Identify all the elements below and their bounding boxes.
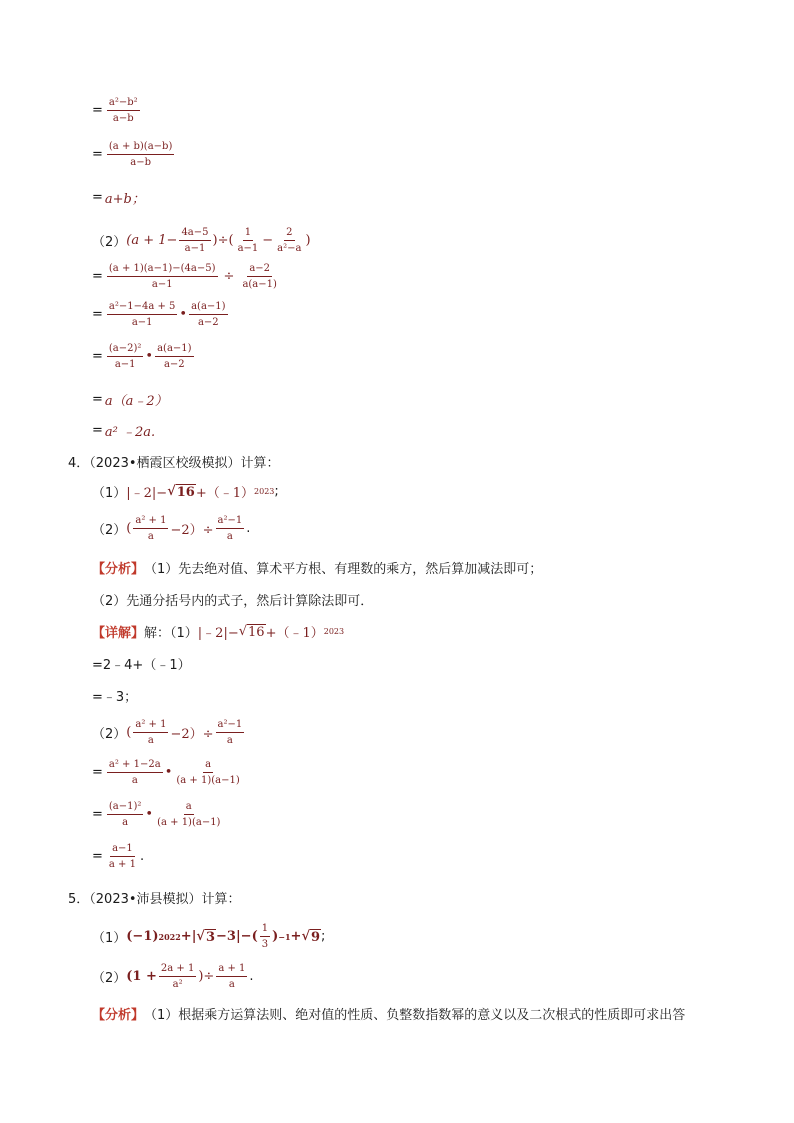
- fraction: $\frac{\text{(a−2)²}}{a-1}$: [108, 343, 142, 370]
- fraction: $\frac{\text{a² + 1}}{a}$: [135, 515, 167, 542]
- analysis-tag: 【分析】: [92, 562, 145, 577]
- fraction: $\frac{\text{a² + 1−2a}}{a}$: [108, 759, 161, 786]
- sqrt: √ 16: [238, 623, 265, 640]
- question-part-2: （2） ( $\frac{\text{a² + 1}}{a}$ −2）÷ $\frac{\text{a²−1}}{a}$ .: [92, 515, 251, 542]
- question-part-2: （2） (a + 1− $\frac{4a-5}{a-1}$ )÷( $\frac{1}{a-1}$ − $\frac{2}{\text{a²−a}}$ ): [92, 227, 311, 254]
- fraction: $\frac{\text{a²−1−4a + 5}}{a-1}$: [108, 301, 176, 328]
- fraction: $\frac{a(a-1)}{a-2}$: [191, 301, 226, 328]
- fraction: $\frac{1}{3}$: [261, 923, 269, 950]
- step-line: =﹣3；: [92, 690, 138, 705]
- step-line: = a+b；: [92, 190, 145, 207]
- step-line: = $\frac{\text{(a−2)²}}{a-1}$ • $\frac{a(a-1)}{a-2}$: [92, 343, 192, 370]
- step-line: = $\frac{a-1}{a + 1}$ .: [92, 843, 145, 870]
- fraction: $\frac{1}{a-1}$: [237, 227, 259, 254]
- fraction: $\frac{a + 1}{a}$: [218, 963, 246, 990]
- fraction: $\frac{\text{(a−1)²}}{a}$: [108, 801, 142, 828]
- step-line: = $\frac{\text{a²−b²}}{a-b}$: [92, 97, 138, 124]
- question-part-2: （2） (1 + $\frac{2a + 1}{\text{a²}}$ )÷ $\frac{a + 1}{a}$ .: [92, 963, 254, 990]
- question-part-1: （1） |﹣2|− √ 16 +（﹣1） 2023 ;: [92, 483, 279, 501]
- step-line: = a² ﹣2a.: [92, 423, 156, 440]
- analysis-line: （2）先通分括号内的式子，然后计算除法即可．: [92, 594, 374, 609]
- sqrt: √ 16: [167, 483, 195, 500]
- analysis-line: 【分析】 （1）先去绝对值、算术平方根、有理数的乘方，然后算加减法即可；: [92, 558, 542, 577]
- fraction: $\frac{2}{\text{a²−a}}$: [277, 227, 302, 254]
- step-line: = a（a﹣2）: [92, 392, 168, 409]
- fraction: $\frac{\text{a²−b²}}{a-b}$: [108, 97, 138, 124]
- fraction: $\frac{a(a-1)}{a-2}$: [157, 343, 192, 370]
- step-line: = $\frac{\text{a²−1−4a + 5}}{a-1}$ • $\frac{a(a-1)}{a-2}$: [92, 301, 226, 328]
- fraction: $\frac{\text{a² + 1}}{a}$: [135, 719, 167, 746]
- fraction: $\frac{\text{a²−1}}{a}$: [217, 719, 243, 746]
- fraction: $\frac{2a + 1}{\text{a²}}$: [160, 963, 195, 990]
- analysis-line: 【分析】 （1）根据乘方运算法则、绝对值的性质、负整数指数幂的意义以及二次根式的性质即可求出答: [92, 1004, 685, 1023]
- step-line: = $\frac{(a + 1)(a-1)-(4a-5)}{a-1}$ ÷ $\frac{a-2}{a(a-1)}$: [92, 263, 277, 290]
- detail-tag: 【详解】: [92, 626, 145, 641]
- fraction: $\frac{a-2}{a(a-1)}$: [242, 263, 277, 290]
- step-line: = $\frac{(a + b)(a-b)}{a-b}$: [92, 141, 173, 168]
- fraction: $\frac{(a + 1)(a-1)-(4a-5)}{a-1}$: [108, 263, 216, 290]
- step-line: =2﹣4+（﹣1）: [92, 658, 191, 673]
- question-title: 5．（2023•沛县模拟）计算：: [68, 892, 241, 907]
- fraction: $\frac{a}{(a + 1)(a-1)}$: [176, 759, 240, 786]
- fraction: $\frac{\text{a²−1}}{a}$: [217, 515, 243, 542]
- fraction: $\frac{(a + b)(a-b)}{a-b}$: [108, 141, 173, 168]
- detail-line: 【详解】 解：（1） |﹣2|− √ 16 +（﹣1） 2023: [92, 623, 345, 641]
- fraction: $\frac{a}{(a + 1)(a-1)}$: [157, 801, 221, 828]
- fraction: $\frac{4a-5}{a-1}$: [181, 227, 209, 254]
- fraction: $\frac{a-1}{a + 1}$: [108, 843, 136, 870]
- question-part-1: （1） (−1) 2022 +| √ 3 −3|−( $\frac{1}{3}$ ) −1 + √ 9 ;: [92, 923, 326, 950]
- step-line: = $\frac{\text{(a−1)²}}{a}$ • $\frac{a}{(a + 1)(a-1)}$: [92, 801, 221, 828]
- question-title: 4．（2023•栖霞区校级模拟）计算：: [68, 456, 280, 471]
- analysis-tag: 【分析】: [92, 1008, 145, 1023]
- sqrt: √ 3: [196, 928, 216, 945]
- sqrt: √ 9: [301, 928, 321, 945]
- step-line: = $\frac{\text{a² + 1−2a}}{a}$ • $\frac{a}{(a + 1)(a-1)}$: [92, 759, 240, 786]
- step-line: （2） ( $\frac{\text{a² + 1}}{a}$ −2）÷ $\frac{\text{a²−1}}{a}$: [92, 719, 243, 746]
